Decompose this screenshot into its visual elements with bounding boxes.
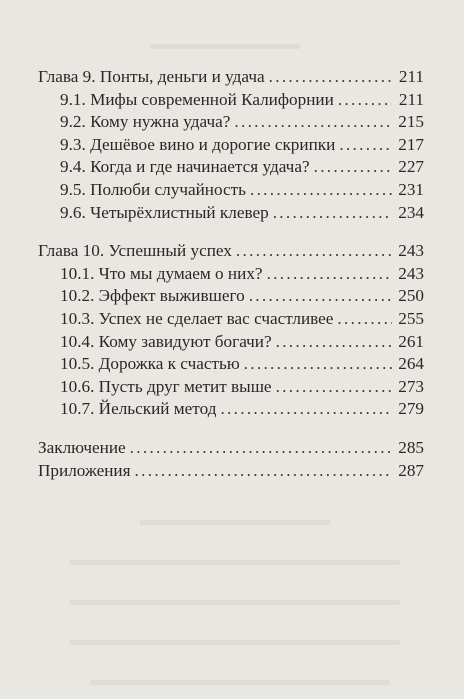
toc-section-10-1[interactable] — [38, 263, 424, 286]
leader-dots — [130, 437, 392, 460]
toc-entry-title: 9.2. Кому нужна удача? — [60, 112, 231, 132]
bleed-through-mark — [70, 640, 400, 645]
toc-entry-page: 243 — [398, 263, 424, 283]
toc-chapter-9[interactable] — [38, 66, 424, 89]
toc-entry-title: 9.1. Мифы современной Калифорнии — [60, 89, 334, 109]
toc-section-9-4[interactable] — [38, 156, 424, 179]
toc-entry-page: 250 — [398, 286, 424, 306]
toc-section-9-5[interactable] — [38, 179, 424, 202]
leader-dots — [273, 202, 392, 225]
toc-entry-title: 9.5. Полюби случайность — [60, 179, 246, 199]
toc-entry-page: 273 — [398, 376, 424, 396]
table-of-contents — [38, 66, 424, 482]
toc-entry-page: 234 — [398, 202, 424, 222]
toc-entry-title: Заключение — [38, 437, 126, 457]
toc-entry-title: Приложения — [38, 460, 131, 480]
leader-dots — [234, 111, 392, 134]
toc-entry-page: 255 — [398, 308, 424, 328]
leader-dots — [338, 89, 392, 112]
toc-entry-title: 10.7. Йельский метод — [60, 399, 217, 419]
toc-conclusion[interactable] — [38, 437, 424, 460]
toc-entry-page: 217 — [398, 134, 424, 154]
bleed-through-mark — [70, 560, 400, 565]
toc-section-10-3[interactable] — [38, 308, 424, 331]
toc-entry-page: 211 — [398, 67, 424, 86]
toc-appendix[interactable] — [38, 460, 424, 483]
toc-entry-title: 10.4. Кому завидуют богачи? — [60, 331, 272, 351]
toc-chapter-10[interactable] — [38, 240, 424, 263]
toc-entry-title: Глава 10. Успешный успех — [38, 241, 232, 261]
leader-dots — [267, 263, 392, 286]
toc-section-9-2[interactable] — [38, 111, 424, 134]
leader-dots — [339, 134, 392, 157]
toc-section-10-6[interactable] — [38, 376, 424, 399]
toc-entry-title: Глава 9. Понты, деньги и удача — [38, 67, 265, 86]
toc-entry-page: 287 — [398, 460, 424, 480]
leader-dots — [337, 308, 392, 331]
toc-entry-title: 10.6. Пусть друг метит выше — [60, 376, 272, 396]
toc-section-10-7[interactable] — [38, 398, 424, 421]
leader-dots — [269, 66, 392, 89]
toc-section-10-4[interactable] — [38, 331, 424, 354]
toc-entry-page: 261 — [398, 331, 424, 351]
toc-entry-title: 10.2. Эффект выжившего — [60, 286, 245, 306]
leader-dots — [236, 240, 392, 263]
toc-entry-title: 9.6. Четырёхлистный клевер — [60, 202, 269, 222]
leader-dots — [135, 460, 392, 483]
toc-entry-page: 243 — [398, 241, 424, 261]
toc-section-10-5[interactable] — [38, 353, 424, 376]
bleed-through-mark — [140, 520, 330, 525]
toc-entry-page: 215 — [398, 112, 424, 132]
leader-dots — [250, 179, 392, 202]
leader-dots — [249, 285, 392, 308]
toc-entry-title: 9.4. Когда и где начинается удача? — [60, 157, 310, 177]
toc-section-9-6[interactable] — [38, 202, 424, 225]
leader-dots — [244, 353, 392, 376]
toc-section-9-1[interactable] — [38, 89, 424, 112]
leader-dots — [314, 156, 392, 179]
bleed-through-mark — [70, 600, 400, 605]
toc-entry-page: 264 — [398, 354, 424, 374]
bleed-through-mark — [90, 680, 390, 685]
leader-dots — [276, 376, 392, 399]
toc-entry-page: 285 — [398, 437, 424, 457]
toc-entry-title: 9.3. Дешёвое вино и дорогие скрипки — [60, 134, 336, 154]
toc-entry-page: 279 — [398, 399, 424, 419]
toc-entry-title: 10.5. Дорожка к счастью — [60, 354, 240, 374]
toc-entry-page: 231 — [398, 179, 424, 199]
leader-dots — [276, 331, 392, 354]
toc-section-10-2[interactable] — [38, 285, 424, 308]
toc-section-9-3[interactable] — [38, 134, 424, 157]
bleed-through-mark — [150, 44, 300, 49]
toc-entry-title: 10.1. Что мы думаем о них? — [60, 263, 263, 283]
leader-dots — [220, 398, 392, 421]
toc-entry-page: 227 — [398, 157, 424, 177]
toc-entry-title: 10.3. Успех не сделает вас счастливее — [60, 308, 334, 328]
toc-entry-page: 211 — [398, 89, 424, 109]
